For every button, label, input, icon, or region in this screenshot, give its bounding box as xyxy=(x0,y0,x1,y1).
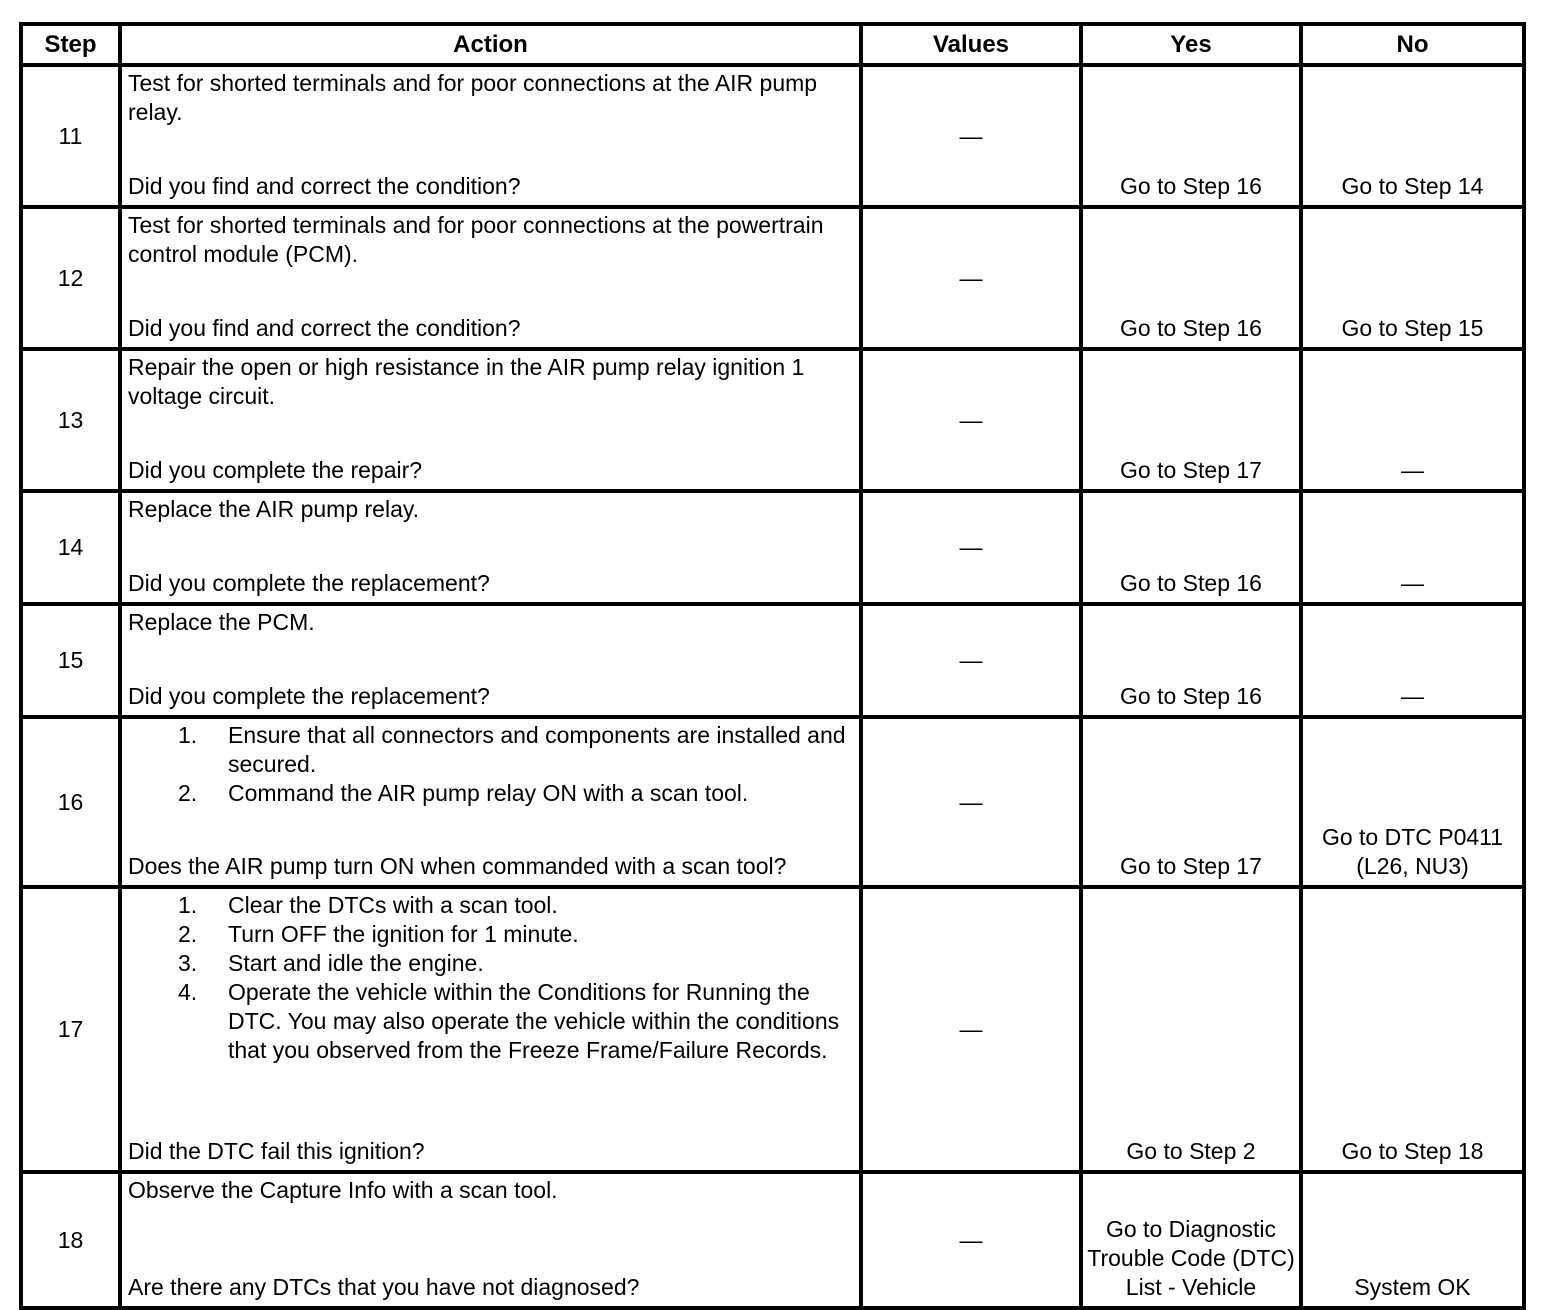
action-cell xyxy=(120,604,861,717)
yes-result: Go to Diagnostic Trouble Code (DTC) List - Vehicle xyxy=(1081,1172,1301,1308)
action-step-number: 4. xyxy=(178,979,198,1005)
step-number: 11 xyxy=(21,65,120,207)
action-step-number: 3. xyxy=(178,950,198,976)
yes-result: Go to Step 16 xyxy=(1081,65,1301,207)
table-row xyxy=(21,887,1524,1172)
action-instructions xyxy=(128,69,853,127)
action-steps-list xyxy=(128,721,853,808)
header-values: Values xyxy=(861,24,1081,65)
action-content xyxy=(122,493,859,602)
no-result: Go to Step 18 xyxy=(1301,887,1524,1172)
action-step-text: Turn OFF the ignition for 1 minute. xyxy=(228,921,579,947)
action-question: Did you find and correct the condition? xyxy=(128,315,521,341)
action-step-number: 1. xyxy=(178,722,198,748)
yes-result: Go to Step 17 xyxy=(1081,717,1301,887)
no-result: Go to Step 15 xyxy=(1301,207,1524,349)
header-action: Action xyxy=(120,24,861,65)
no-result: — xyxy=(1301,604,1524,717)
action-cell xyxy=(120,887,861,1172)
action-question: Did you complete the repair? xyxy=(128,457,423,483)
action-content xyxy=(122,889,859,1170)
action-step-text: Clear the DTCs with a scan tool. xyxy=(228,892,558,918)
values-cell: — xyxy=(861,349,1081,491)
action-steps-list xyxy=(128,891,853,1065)
action-step-item xyxy=(128,779,853,808)
step-number: 14 xyxy=(21,491,120,604)
action-question: Did you find and correct the condition? xyxy=(128,173,521,199)
action-step-item xyxy=(128,920,853,949)
values-cell: — xyxy=(861,887,1081,1172)
table-row xyxy=(21,604,1524,717)
header-yes: Yes xyxy=(1081,24,1301,65)
action-cell xyxy=(120,349,861,491)
action-question: Did you complete the replacement? xyxy=(128,683,490,709)
yes-result: Go to Step 16 xyxy=(1081,207,1301,349)
step-number: 12 xyxy=(21,207,120,349)
action-cell xyxy=(120,207,861,349)
action-step-item xyxy=(128,949,853,978)
action-content xyxy=(122,351,859,489)
action-content xyxy=(122,719,859,885)
action-text: Test for shorted terminals and for poor connections at the AIR pump relay. xyxy=(128,70,818,125)
values-cell: — xyxy=(861,1172,1081,1308)
step-number: 17 xyxy=(21,887,120,1172)
action-step-text: Command the AIR pump relay ON with a scan tool. xyxy=(228,780,749,806)
action-cell xyxy=(120,717,861,887)
no-result: — xyxy=(1301,491,1524,604)
table-row xyxy=(21,349,1524,491)
action-instructions xyxy=(128,891,853,1065)
action-question: Does the AIR pump turn ON when commanded with a scan tool? xyxy=(128,853,787,879)
action-question: Are there any DTCs that you have not diagnosed? xyxy=(128,1274,640,1300)
values-cell: — xyxy=(861,65,1081,207)
no-result: — xyxy=(1301,349,1524,491)
action-content xyxy=(122,67,859,205)
action-step-text: Start and idle the engine. xyxy=(228,950,484,976)
header-step: Step xyxy=(21,24,120,65)
action-instructions xyxy=(128,608,853,637)
action-step-number: 2. xyxy=(178,780,198,806)
action-content xyxy=(122,606,859,715)
action-text: Observe the Capture Info with a scan tool. xyxy=(128,1177,558,1203)
yes-result: Go to Step 17 xyxy=(1081,349,1301,491)
step-number: 13 xyxy=(21,349,120,491)
table-row xyxy=(21,491,1524,604)
yes-result: Go to Step 16 xyxy=(1081,604,1301,717)
action-instructions xyxy=(128,1176,853,1205)
action-content xyxy=(122,209,859,347)
action-content xyxy=(122,1174,859,1306)
table-row xyxy=(21,1172,1524,1308)
action-cell xyxy=(120,1172,861,1308)
action-step-item xyxy=(128,891,853,920)
action-step-number: 2. xyxy=(178,921,198,947)
table-row xyxy=(21,65,1524,207)
values-cell: — xyxy=(861,491,1081,604)
values-cell: — xyxy=(861,604,1081,717)
action-cell xyxy=(120,491,861,604)
header-row xyxy=(21,24,1524,65)
step-number: 18 xyxy=(21,1172,120,1308)
action-text: Repair the open or high resistance in the AIR pump relay ignition 1 voltage circuit. xyxy=(128,354,805,409)
action-question: Did the DTC fail this ignition? xyxy=(128,1138,425,1164)
action-instructions xyxy=(128,721,853,808)
table-row xyxy=(21,207,1524,349)
action-step-text: Operate the vehicle within the Conditions for Running the DTC. You may also operate the vehicle within the conditions that you observed from the Freeze Frame/Failure Records. xyxy=(228,979,840,1063)
action-text: Replace the PCM. xyxy=(128,609,315,635)
no-result: System OK xyxy=(1301,1172,1524,1308)
yes-result: Go to Step 16 xyxy=(1081,491,1301,604)
table-body xyxy=(21,65,1524,1308)
step-number: 16 xyxy=(21,717,120,887)
action-step-item xyxy=(128,978,853,1065)
diagnostic-table xyxy=(19,22,1526,1310)
action-question: Did you complete the replacement? xyxy=(128,570,490,596)
no-result: Go to Step 14 xyxy=(1301,65,1524,207)
action-text: Test for shorted terminals and for poor connections at the powertrain control module (PCM). xyxy=(128,212,824,267)
action-instructions xyxy=(128,495,853,524)
step-number: 15 xyxy=(21,604,120,717)
action-step-item xyxy=(128,721,853,779)
values-cell: — xyxy=(861,207,1081,349)
action-step-number: 1. xyxy=(178,892,198,918)
yes-result: Go to Step 2 xyxy=(1081,887,1301,1172)
table-row xyxy=(21,717,1524,887)
values-cell: — xyxy=(861,717,1081,887)
action-instructions xyxy=(128,353,853,411)
action-step-text: Ensure that all connectors and components are installed and secured. xyxy=(228,722,846,777)
no-result: Go to DTC P0411 (L26, NU3) xyxy=(1301,717,1524,887)
header-no: No xyxy=(1301,24,1524,65)
action-text: Replace the AIR pump relay. xyxy=(128,496,420,522)
action-instructions xyxy=(128,211,853,269)
action-cell xyxy=(120,65,861,207)
